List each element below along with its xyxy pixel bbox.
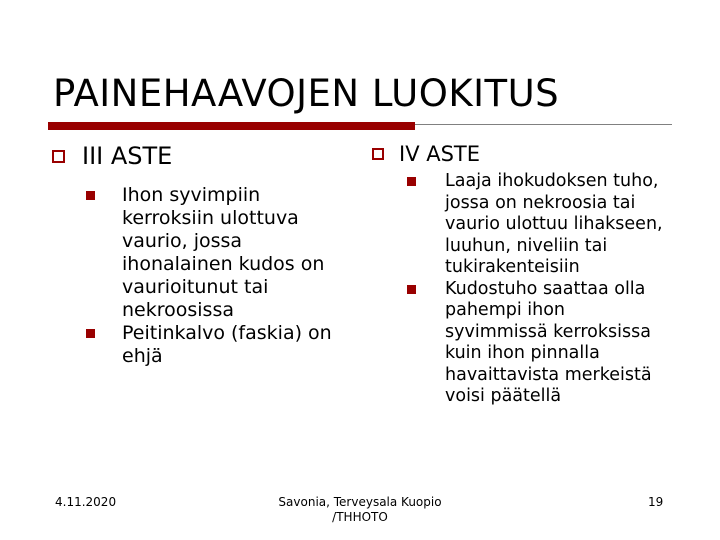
right-item-2-text: Kudostuho saattaa olla pahempi ihon syvimmissä kerroksissa kuin ihon pinnalla havaittavista merkeistä voisi päätellä	[445, 278, 652, 406]
filled-square-bullet-icon	[407, 177, 416, 186]
footer-date: 4.11.2020	[55, 495, 117, 509]
filled-square-bullet-icon	[86, 191, 95, 200]
left-item-1-text	[122, 184, 352, 322]
left-heading	[52, 142, 352, 170]
hollow-square-bullet-icon	[372, 148, 384, 160]
right-bullet-item	[372, 171, 672, 279]
slide-title: PAINEHAAVOJEN LUOKITUS	[53, 72, 560, 115]
right-bullet-list	[372, 171, 672, 408]
footer-center-line2: /THHOTO	[332, 510, 388, 524]
footer-page-number: 19	[648, 495, 664, 509]
footer-center	[250, 495, 470, 525]
left-bullet-item	[52, 322, 352, 368]
left-bullet-list	[52, 184, 352, 368]
left-item-2-text: Peitinkalvo (faskia) on ehjä	[122, 322, 332, 367]
right-heading-text: IV ASTE	[399, 142, 481, 166]
left-item-1-content: Ihon syvimpiin kerroksiin ulottuva vaurio, jossa ihonalainen kudos on vaurioitunut tai nekroosissa	[122, 184, 325, 321]
title-rule-accent	[48, 122, 415, 130]
left-bullet-item	[52, 184, 352, 322]
left-column	[52, 142, 352, 368]
footer-center-line1: Savonia, Terveysala Kuopio	[278, 495, 442, 509]
right-item-1-text: Laaja ihokudoksen tuho, jossa on nekroosia tai vaurio ulottuu lihakseen, luuhun, niveliin tai tukirakenteisiin	[445, 171, 663, 277]
left-heading-text: III ASTE	[82, 142, 173, 170]
right-column	[372, 142, 672, 408]
right-bullet-item	[372, 279, 672, 408]
hollow-square-bullet-icon	[52, 150, 65, 163]
right-heading	[372, 142, 672, 166]
filled-square-bullet-icon	[86, 329, 95, 338]
filled-square-bullet-icon	[407, 285, 416, 294]
